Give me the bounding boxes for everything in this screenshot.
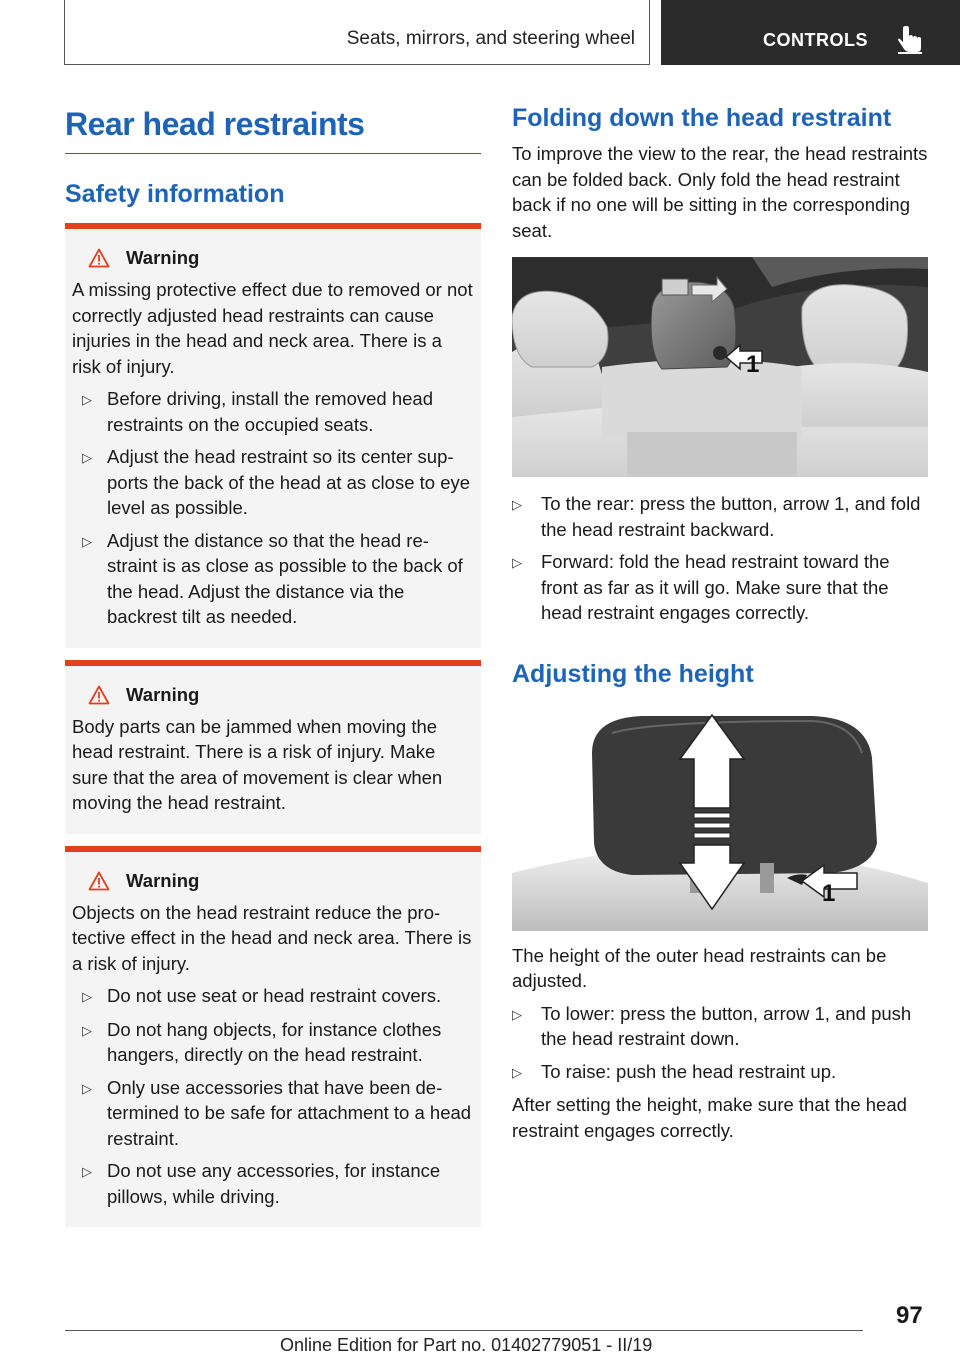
page-number: 97 [896,1302,923,1329]
triangle-bullet-icon: ▷ [82,1080,92,1096]
warning-title: Warning [88,684,473,706]
list-item: ▷ To the rear: press the button, arrow 1, and fold the head restraint backward. [512,491,928,542]
page-header [0,0,960,66]
header-section-box [64,0,650,65]
list-item: ▷ Only use accessories that have been determined to be safe for attachment to a head restraint. [72,1075,473,1152]
triangle-bullet-icon: ▷ [512,497,522,512]
warning-triangle-icon [88,685,110,705]
triangle-bullet-icon: ▷ [82,450,92,465]
header-chapter-box [661,0,960,65]
figure-label-1-height: 1 [822,879,836,907]
left-column [65,100,481,1227]
warning-triangle-icon [88,248,110,268]
section-title-safety: Safety information [65,180,285,208]
header-chapter-title: CONTROLS [763,30,868,50]
warning-text: A missing protective effect due to removed or not correctly adjusted head restraints can cause injuries in the head and neck area. There is a risk of injury. [72,279,473,377]
rear-seat-illustration [512,257,928,477]
triangle-bullet-icon: ▷ [512,555,522,570]
triangle-bullet-icon: ▷ [82,989,92,1004]
triangle-bullet-icon: ▷ [82,1022,92,1038]
triangle-bullet-icon: ▷ [512,1006,522,1022]
warning-triangle-icon [88,871,110,891]
list-item: ▷ Do not hang objects, for instance clothes hangers, directly on the head restraint. [72,1017,473,1068]
hand-pointer-icon [897,26,923,54]
warning-text: Body parts can be jammed when moving the head restraint. There is a risk of injury. Make sure that the area of movement is clear when moving the head restraint. [72,715,443,813]
footer-edition: Online Edition for Part no. 01402779051 - II/19 [280,1335,653,1355]
height-intro-text: The height of the outer head restraints can be adjusted. [512,944,887,991]
figure-label-1: 1 [746,351,760,378]
page-title: Rear head restraints [65,100,481,154]
section-title-folding: Folding down the head restraint [512,104,892,132]
triangle-bullet-icon: ▷ [512,1064,522,1080]
list-item: ▷ Do not use any accessories, for instance pillows, while driving. [72,1158,473,1209]
warning-box [65,660,481,834]
list-item: ▷ Adjust the head restraint so its center supports the back of the head at as close to eye level as possible. [72,444,473,521]
list-item: ▷ Before driving, install the removed head restraints on the occupied seats. [72,386,473,437]
warning-box [65,223,481,648]
list-item: ▷ To lower: press the button, arrow 1, and push the head restraint down. [512,1001,928,1052]
list-item: ▷ Forward: fold the head restraint toward the front as far as it will go. Make sure that the head restraint engages correctly. [512,549,928,626]
warning-title: Warning [88,247,473,269]
list-item: ▷ Adjust the distance so that the head restraint is as close as possible to the back of the head. Adjust the distance via the backrest tilt as needed. [72,528,473,630]
folding-intro-text: To improve the view to the rear, the head restraints can be folded back. Only fold the head restraint back if no one will be sitting in the corresponding seat. [512,143,928,241]
right-column [512,100,928,1143]
height-after-text: After setting the height, make sure that the head restraint engages correctly. [512,1094,907,1141]
header-section-title: Seats, mirrors, and steering wheel [346,28,635,49]
warning-title: Warning [88,870,473,892]
triangle-bullet-icon: ▷ [82,392,92,407]
footer-divider [65,1330,863,1331]
warning-box [65,846,481,1228]
triangle-bullet-icon: ▷ [82,1164,92,1179]
warning-text: Objects on the head restraint reduce the protective effect in the head and neck area. There is a risk of injury. [72,901,472,974]
list-item: ▷ Do not use seat or head restraint covers. [72,983,473,1010]
head-restraint-height-illustration [512,713,928,931]
list-item: ▷ To raise: push the head restraint up. [512,1059,928,1086]
section-title-height: Adjusting the height [512,659,754,688]
triangle-bullet-icon: ▷ [82,533,92,549]
